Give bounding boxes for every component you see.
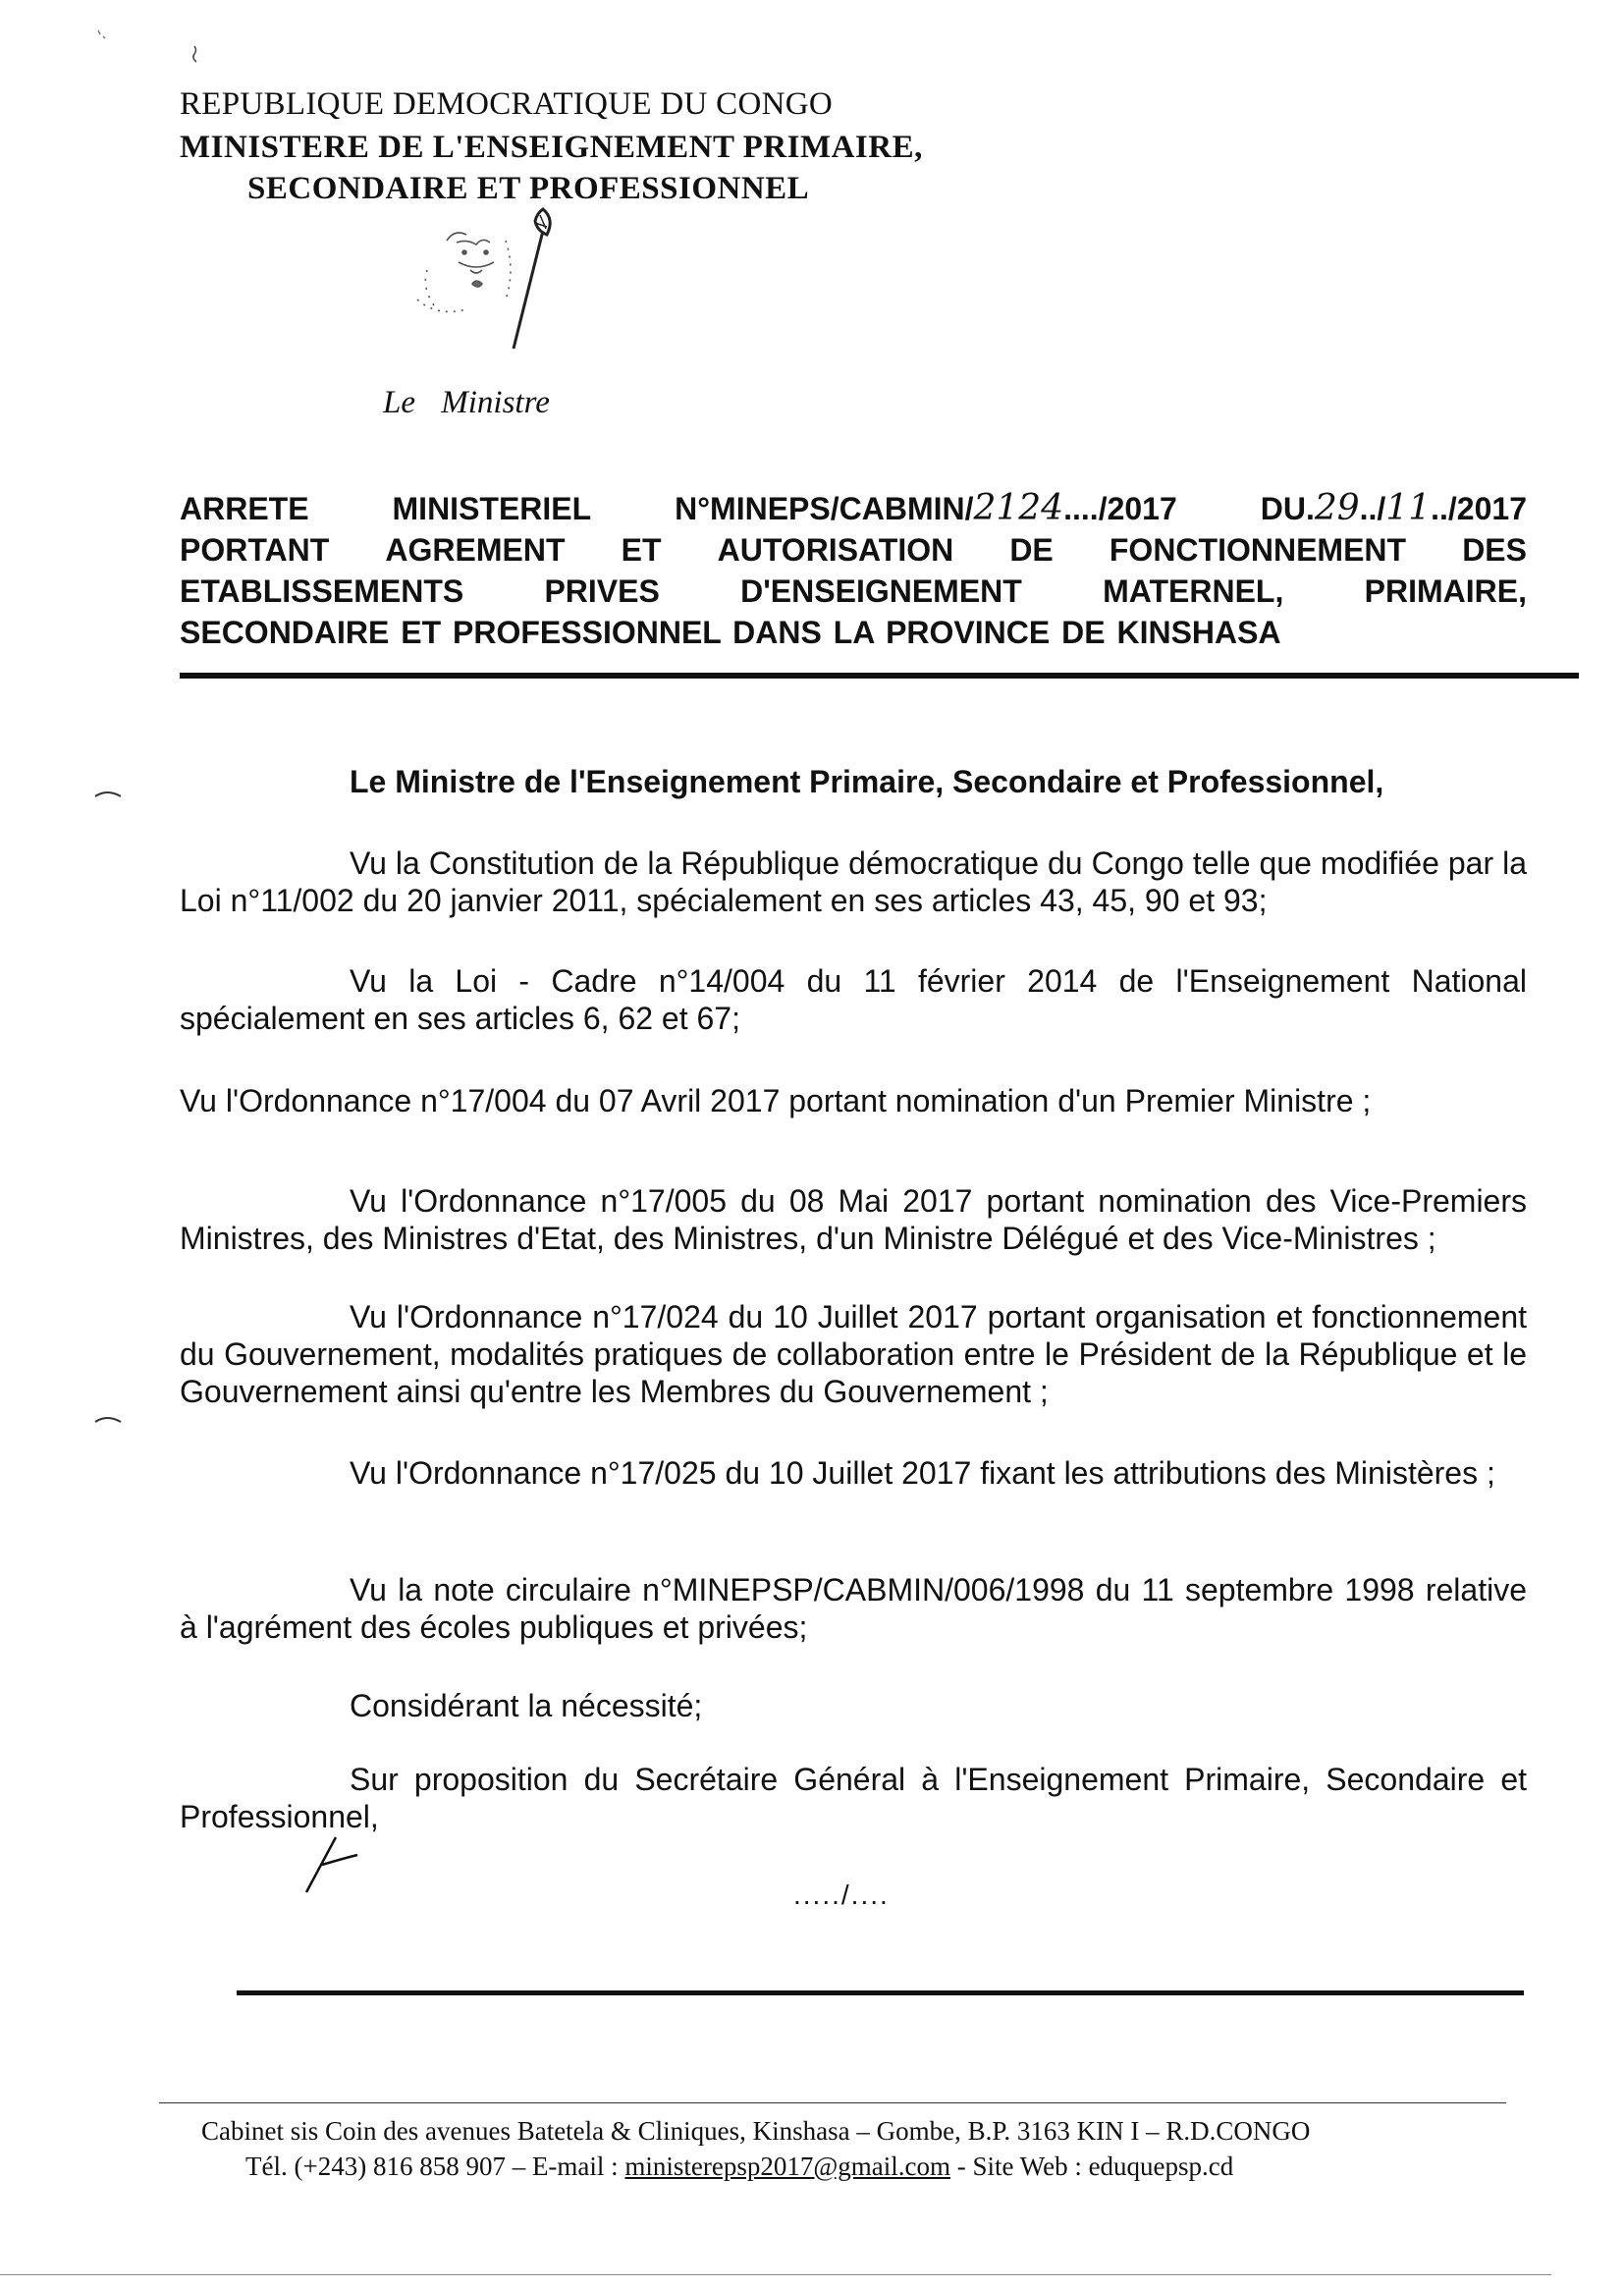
title-word: ETABLISSEMENTS xyxy=(180,573,464,609)
footer-site-label: Site Web : xyxy=(972,2152,1082,2181)
recital-ordinance-attributions: Vu l'Ordonnance n°17/025 du 10 Juillet 2017 fixant les attributions des Ministères ; xyxy=(350,1455,1495,1491)
title-word: FONCTIONNEMENT xyxy=(1109,532,1407,568)
footer-email-label: E-mail : xyxy=(531,2152,619,2181)
recital-ordinance-ministers: Vu l'Ordonnance n°17/005 du 08 Mai 2017 portant nomination des Vice-Premiers Ministres, des Ministres d'Etat, des Ministres, d'un Ministre Délégué et des Vice-Ministres ; xyxy=(180,1183,1527,1256)
margin-tick-mark xyxy=(93,789,123,798)
title-word: PRIMAIRE, xyxy=(1364,573,1527,609)
title-word: AGREMENT xyxy=(385,532,566,568)
recital-circular-note: Vu la note circulaire n°MINEPSP/CABMIN/006/1998 du 11 septembre 1998 relative à l'agrément des écoles publiques et privées; xyxy=(180,1572,1527,1645)
footer-address: Cabinet sis Coin des avenues Batetela & Cliniques, Kinshasa – Gombe, B.P. 3163 KIN I – R.D.CONGO xyxy=(201,2116,1311,2146)
title-word: AUTORISATION xyxy=(717,532,954,568)
decree-title-line4: SECONDAIRE ET PROFESSIONNEL DANS LA PROVINCE DE KINSHASA xyxy=(180,615,1281,650)
page-edge-line xyxy=(0,2274,1551,2275)
country-name: REPUBLIQUE DEMOCRATIQUE DU CONGO xyxy=(180,86,834,122)
footer-email-link[interactable]: ministerepsp2017@gmail.com xyxy=(624,2152,950,2181)
title-word: PRIVES xyxy=(544,573,660,609)
scan-speck-marks xyxy=(93,25,211,74)
footer-divider xyxy=(159,2102,1506,2103)
handwritten-initial-mark xyxy=(295,1831,363,1900)
ministry-name-line2: SECONDAIRE ET PROFESSIONNEL xyxy=(247,171,810,206)
footer-website: eduquepsp.cd xyxy=(1088,2152,1234,2181)
signatory-label: Le Ministre xyxy=(383,385,550,420)
handwritten-month: 11 xyxy=(1385,488,1432,528)
recital-ordinance-prime-minister: Vu l'Ordonnance n°17/004 du 07 Avril 2017 portant nomination d'un Premier Ministre ; xyxy=(180,1083,1372,1118)
title-word: ET xyxy=(621,532,662,568)
ministry-name-line1: MINISTERE DE L'ENSEIGNEMENT PRIMAIRE, xyxy=(180,130,923,165)
page-continuation-mark: ...../.... xyxy=(793,1879,890,1910)
reference-year: ..../2017 xyxy=(1063,491,1177,526)
preamble-heading: Le Ministre de l'Enseignement Primaire, Secondaire et Professionnel, xyxy=(350,764,1384,799)
recital-necessity: Considérant la nécessité; xyxy=(350,1688,703,1723)
title-word: PORTANT xyxy=(180,532,330,568)
reference-prefix: N°MINEPS/CABMIN/ xyxy=(675,491,974,526)
decree-title xyxy=(180,488,1527,653)
date-prefix: DU xyxy=(1260,491,1306,526)
decree-date: DU.29../11../2017 xyxy=(1260,488,1527,528)
title-word: DE xyxy=(1009,532,1054,568)
recital-constitution: Vu la Constitution de la République démocratique du Congo telle que modifiée par la Loi n°11/002 du 20 janvier 2011, spécialement en ses articles 43, 45, 90 et 93; xyxy=(180,845,1527,918)
footer-phone: Tél. (+243) 816 858 907 xyxy=(245,2152,506,2181)
title-word: MATERNEL, xyxy=(1103,573,1284,609)
handwritten-day: 29 xyxy=(1314,488,1360,528)
recital-framework-law: Vu la Loi - Cadre n°14/004 du 11 février 2014 de l'Enseignement National spécialement en ses articles 6, 62 et 67; xyxy=(180,963,1527,1036)
decree-title-line3 xyxy=(180,571,1527,612)
title-word: D'ENSEIGNEMENT xyxy=(740,573,1022,609)
decree-title-line1 xyxy=(180,488,1527,529)
bottom-divider xyxy=(237,1990,1524,1995)
date-year: ../2017 xyxy=(1431,491,1527,526)
national-emblem-icon xyxy=(388,201,614,358)
recital-ordinance-government: Vu l'Ordonnance n°17/024 du 10 Juillet 2017 portant organisation et fonctionnement du Gouvernement, modalités pratiques de collaboration entre le Président de la République et le Gouvernement ainsi qu'entre les Membres du Gouvernement ; xyxy=(180,1299,1527,1409)
title-divider xyxy=(180,673,1579,679)
title-word: MINISTERIEL xyxy=(392,491,592,526)
handwritten-decree-number: 2124 xyxy=(973,488,1064,528)
title-word: DES xyxy=(1462,532,1527,568)
decree-title-line2 xyxy=(180,529,1527,571)
title-word: ARRETE xyxy=(180,491,309,526)
footer-contact: Tél. (+243) 816 858 907 – E-mail : ministerepsp2017@gmail.com - Site Web : eduquepsp.cd xyxy=(245,2152,1234,2181)
margin-tick-mark xyxy=(93,1414,123,1424)
decree-reference xyxy=(675,488,1177,529)
recital-proposal: Sur proposition du Secrétaire Général à l'Enseignement Primaire, Secondaire et Professionnel, xyxy=(180,1762,1527,1834)
